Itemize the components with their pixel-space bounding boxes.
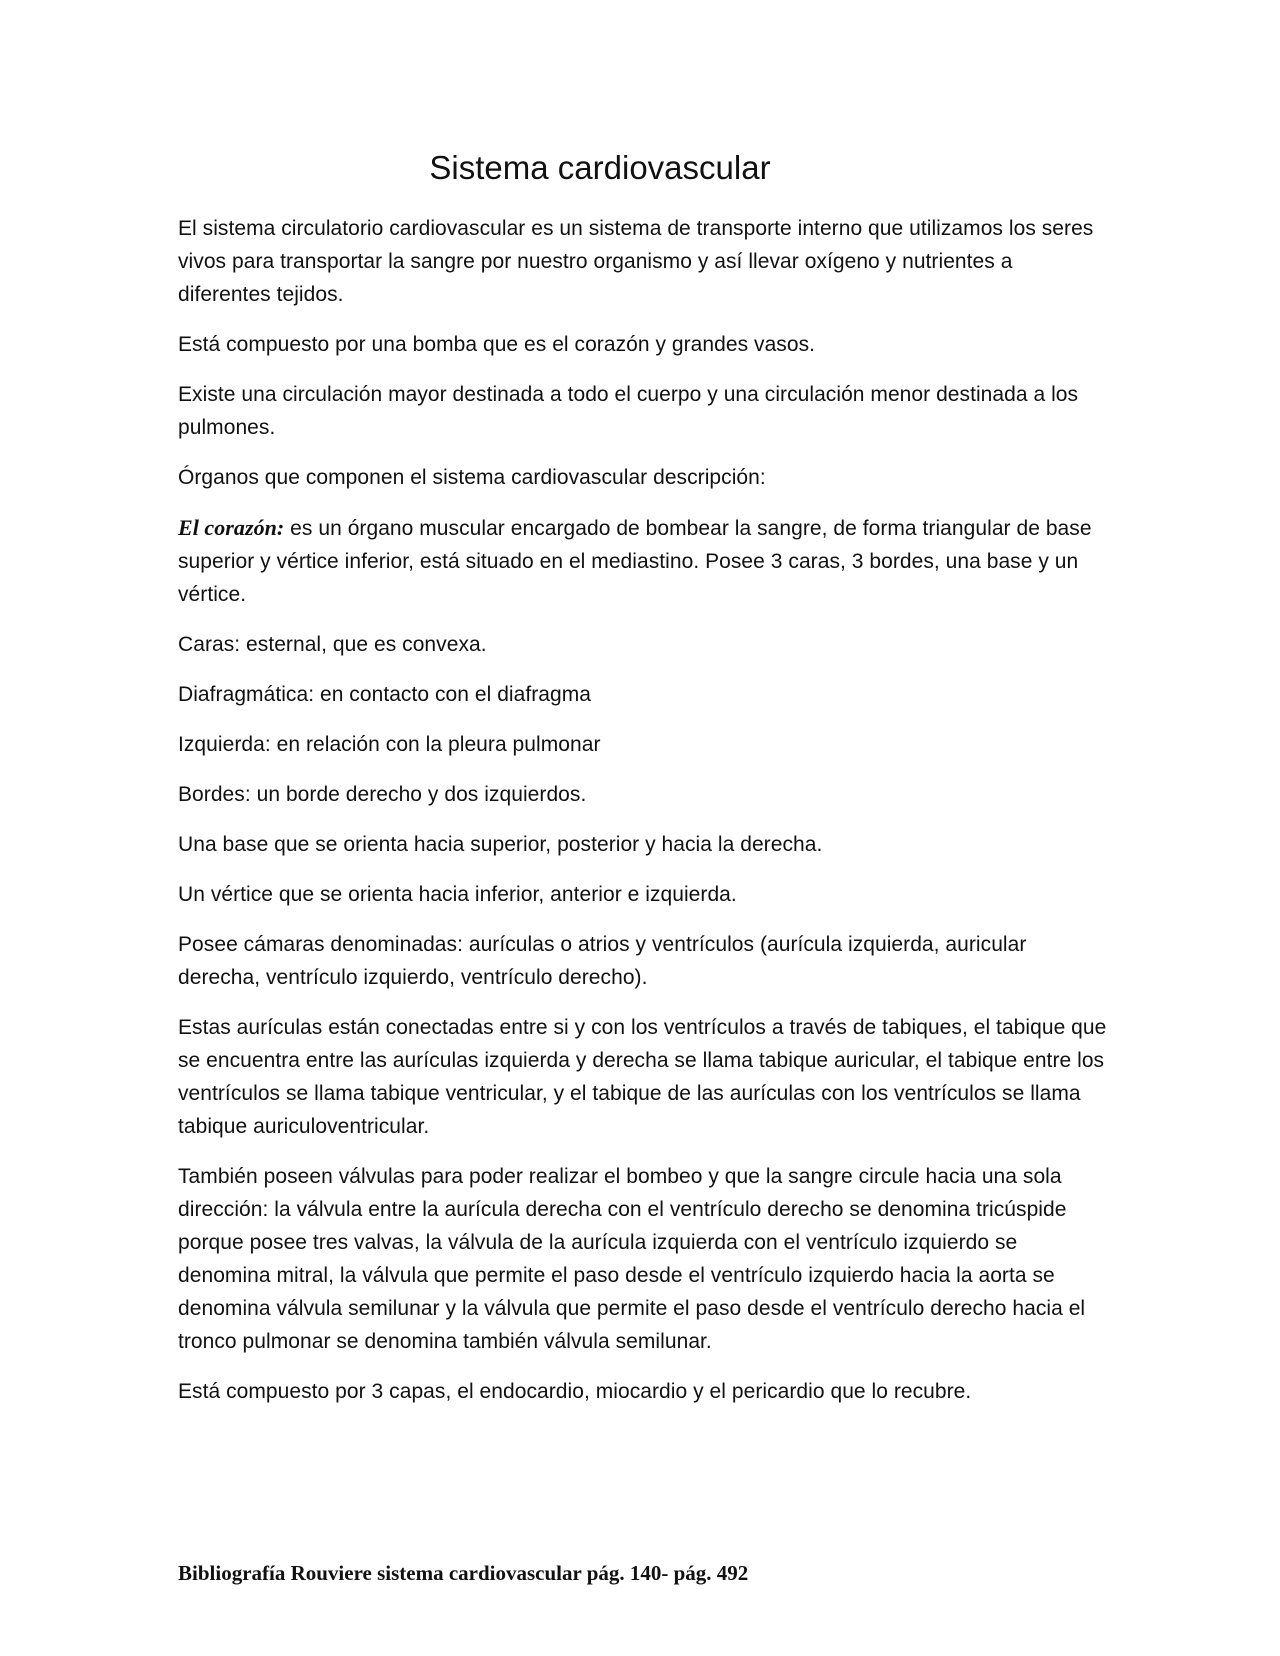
- heart-description: es un órgano muscular encargado de bombear la sangre, de forma triangular de base superior y vértice inferior, está situado en el mediastino. Posee 3 caras, 3 bordes, una base y un vértice.: [178, 517, 1092, 606]
- bibliography: Bibliografía Rouviere sistema cardiovascular pág. 140- pág. 492: [178, 1561, 749, 1585]
- paragraph-septa: Estas aurículas están conectadas entre si y con los ventrículos a través de tabiques, el tabique que se encuentra entre las aurículas izquierda y derecha se llama tabique auricular, el tabique entre los ventrículos se llama tabique ventricular, y el tabique de las aurículas con los ventrículos se llama tabique auriculoventricular.: [178, 1016, 1107, 1138]
- paragraph-diaphragmatic: Diafragmática: en contacto con el diafragma: [178, 683, 592, 706]
- paragraph-heart: [178, 511, 1108, 611]
- paragraph-faces: Caras: esternal, que es convexa.: [178, 633, 487, 656]
- page-title: Sistema cardiovascular: [429, 149, 771, 186]
- paragraph-borders: Bordes: un borde derecho y dos izquierdos.: [178, 783, 587, 806]
- paragraph-layers: Está compuesto por 3 capas, el endocardio, miocardio y el pericardio que lo recubre.: [178, 1380, 972, 1403]
- paragraph-apex: Un vértice que se orienta hacia inferior, anterior e izquierda.: [178, 883, 737, 906]
- heart-term: El corazón:: [178, 515, 285, 540]
- paragraph-left-face: Izquierda: en relación con la pleura pulmonar: [178, 733, 601, 756]
- document-body: [178, 212, 1108, 1425]
- paragraph-chambers: Posee cámaras denominadas: aurículas o atrios y ventrículos (aurícula izquierda, auricular derecha, ventrículo izquierdo, ventrículo derecho).: [178, 933, 1027, 989]
- paragraph-composition: Está compuesto por una bomba que es el corazón y grandes vasos.: [178, 333, 816, 356]
- paragraph-organs-heading: Órganos que componen el sistema cardiovascular descripción:: [178, 466, 766, 489]
- paragraph-base: Una base que se orienta hacia superior, posterior y hacia la derecha.: [178, 833, 823, 856]
- paragraph-intro: El sistema circulatorio cardiovascular es un sistema de transporte interno que utilizamos los seres vivos para transportar la sangre por nuestro organismo y así llevar oxígeno y nutrientes a diferentes tejidos.: [178, 217, 1094, 306]
- paragraph-circulation: Existe una circulación mayor destinada a todo el cuerpo y una circulación menor destinada a los pulmones.: [178, 383, 1079, 439]
- paragraph-valves: También poseen válvulas para poder realizar el bombeo y que la sangre circule hacia una sola dirección: la válvula entre la aurícula derecha con el ventrículo derecho se denomina tricúspide porque posee tres valvas, la válvula de la aurícula izquierda con el ventrículo izquierdo se denomina mitral, la válvula que permite el paso desde el ventrículo izquierdo hacia la aorta se denomina válvula semilunar y la válvula que permite el paso desde el ventrículo derecho hacia el tronco pulmonar se denomina también válvula semilunar.: [178, 1165, 1086, 1353]
